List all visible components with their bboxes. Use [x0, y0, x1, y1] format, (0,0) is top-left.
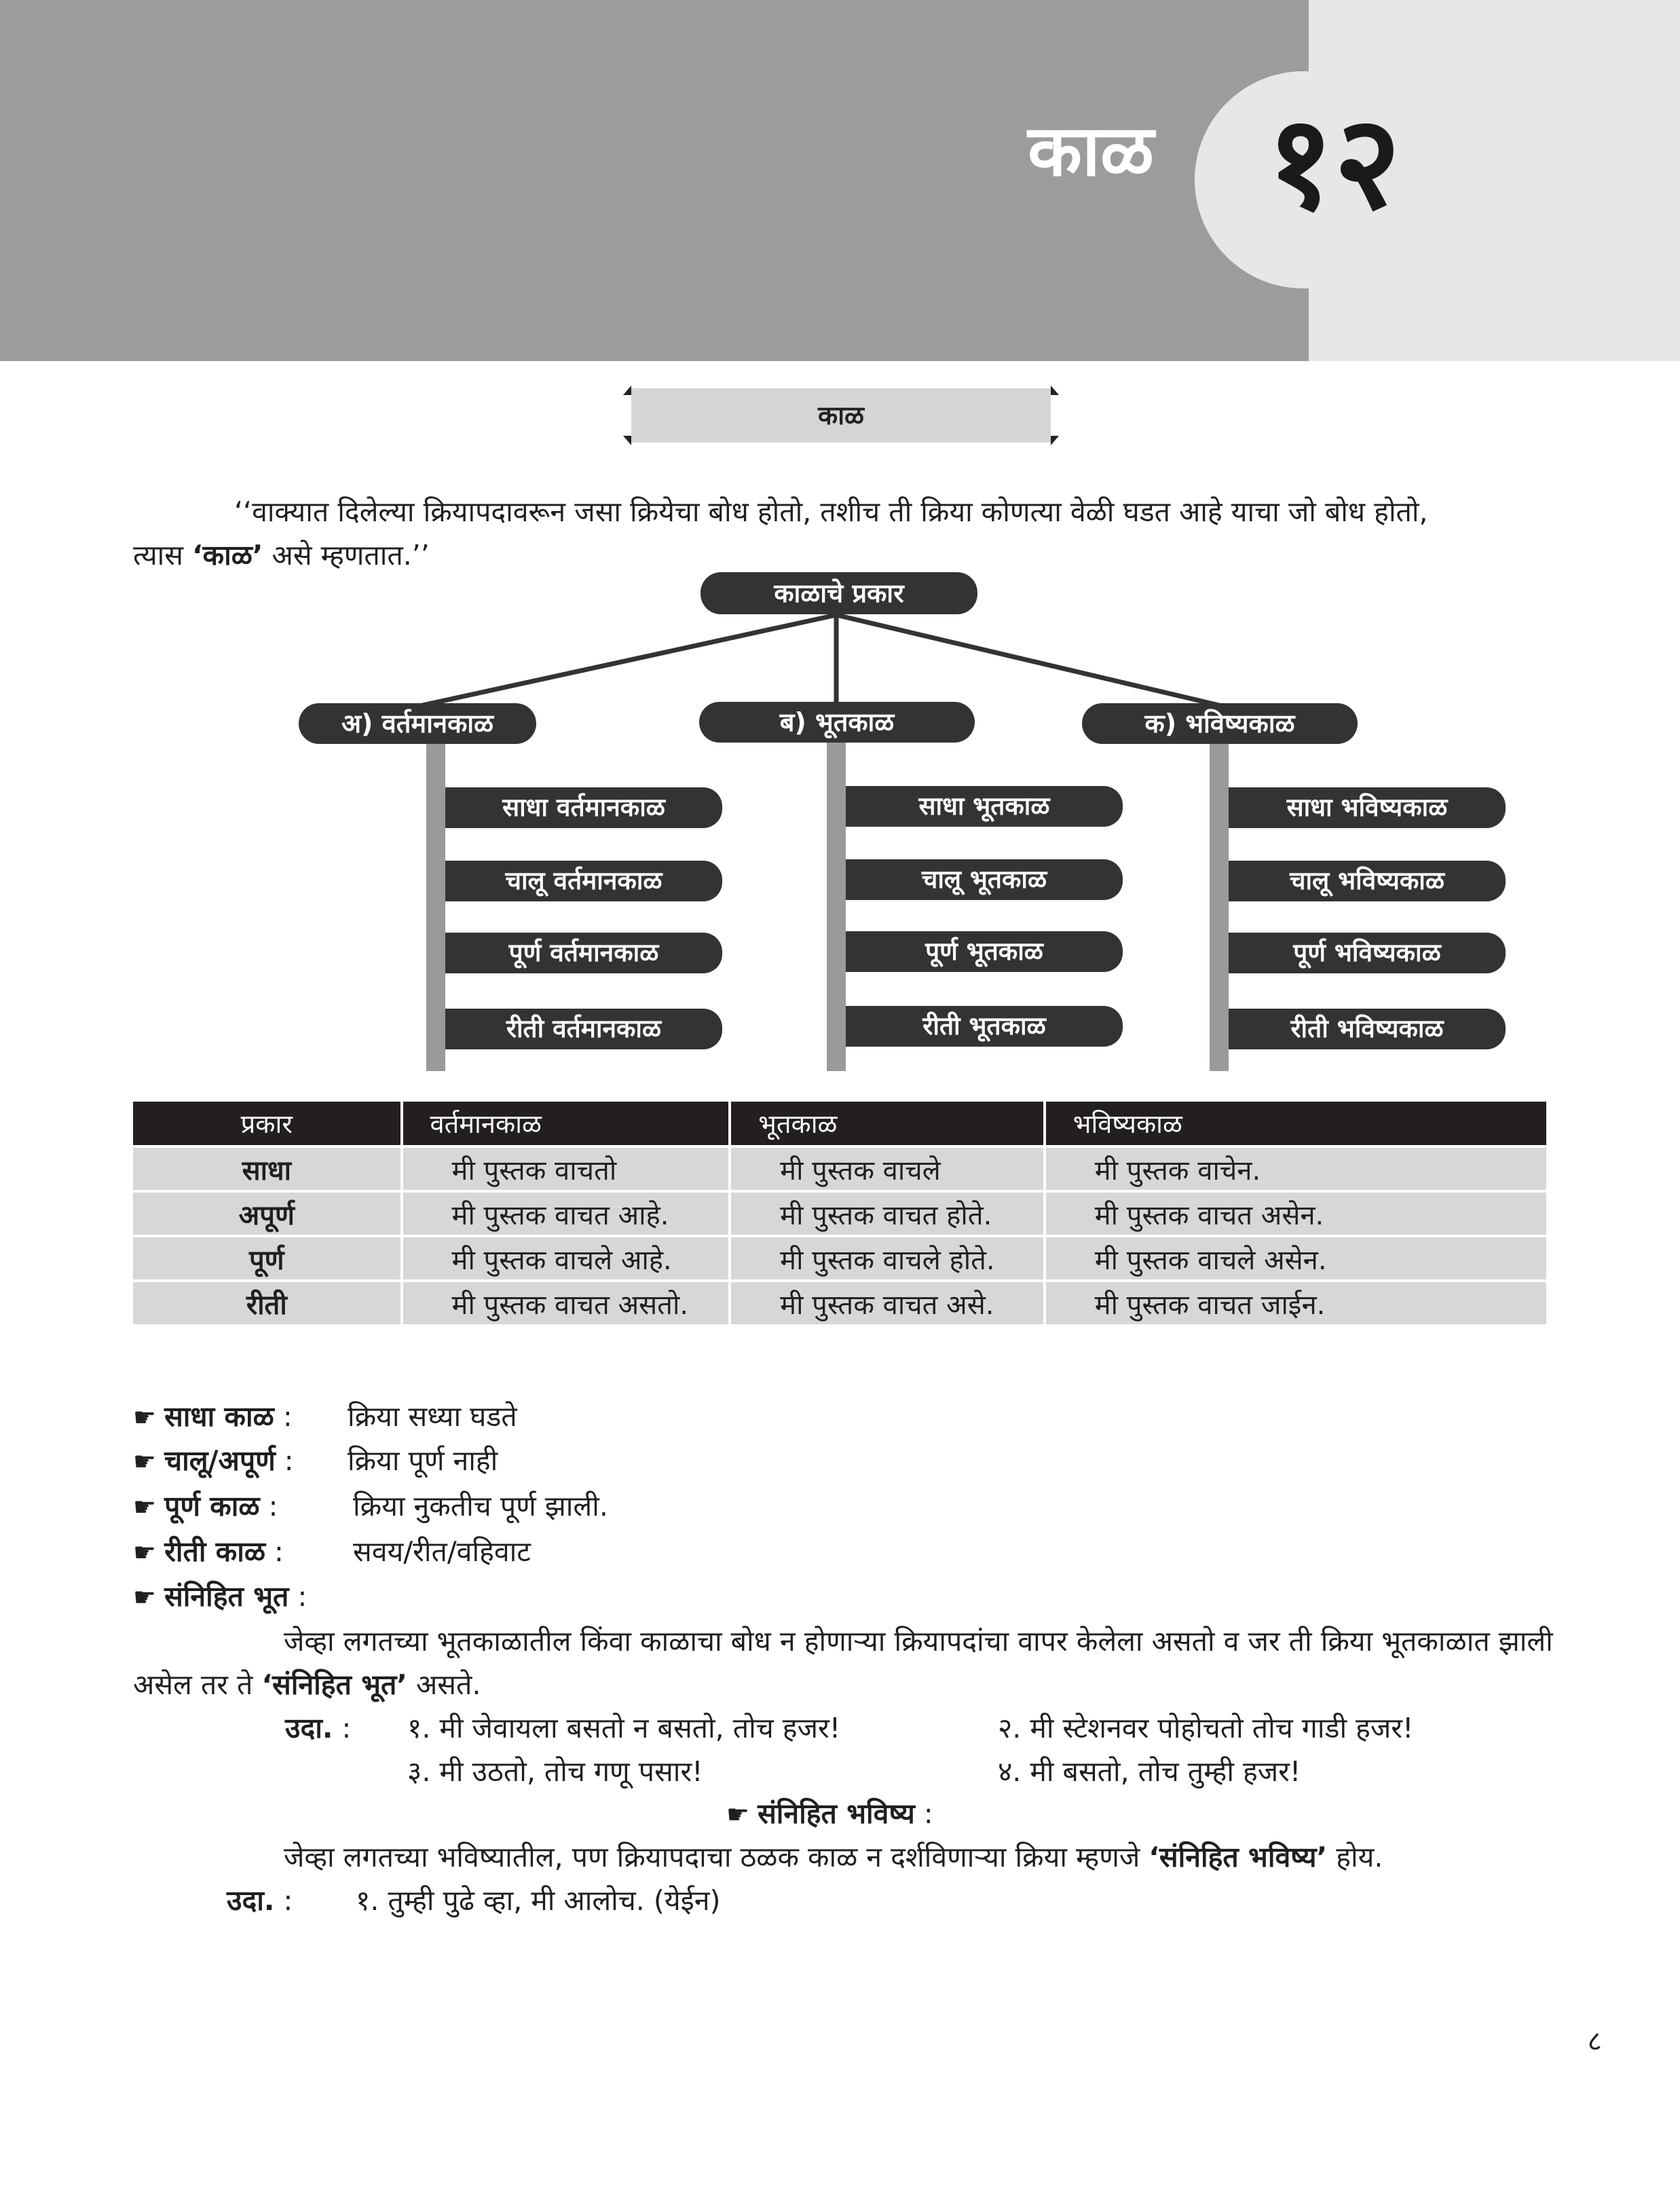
table-row [133, 1146, 1548, 1191]
branch-past: ब) भूतकाळ [699, 702, 975, 743]
connector-line [836, 615, 1222, 706]
table-row-label: अपूर्ण [133, 1191, 402, 1236]
sannihit-bhoot-para-1: जेव्हा लगतच्या भूतकाळातील किंवा काळाचा बोध न होणाऱ्या क्रियापदांचा वापर केलेला असतो व जर ती क्रिया भूतकाळात झाली [284, 1625, 1553, 1658]
item-perfect-past: पूर्ण भूतकाळ [846, 931, 1123, 972]
definition-text: त्यास [133, 539, 193, 572]
item-continuous-future: चालू भविष्यकाळ [1229, 861, 1506, 901]
sannihit-bhoot-heading [133, 1575, 307, 1619]
table-cell: मी पुस्तक वाचले होते. [730, 1236, 1045, 1281]
pointing-hand-icon: ☛ [133, 1446, 157, 1476]
definition-term: ‘काळ’ [192, 539, 263, 572]
note-separator: : [259, 1490, 278, 1522]
note-desc: क्रिया पूर्ण नाही [348, 1444, 498, 1477]
chapter-number: १२ [1267, 88, 1401, 238]
table-header: भविष्यकाळ [1045, 1102, 1548, 1146]
note-separator: : [265, 1535, 284, 1568]
page-number: ८ [1587, 2025, 1602, 2057]
example-label [227, 1879, 293, 1922]
note-term: रीती काळ [164, 1535, 265, 1568]
pointing-hand-icon: ☛ [726, 1799, 750, 1829]
example-label-text: उदा. [285, 1712, 333, 1744]
sannihit-bhavishya-heading [726, 1792, 933, 1836]
table-row [133, 1281, 1548, 1324]
table-row-label: साधा [133, 1146, 402, 1191]
example-item: १. तुम्ही पुढे व्हा, मी आलोच. (येईन) [356, 1884, 721, 1917]
example-item: १. मी जेवायला बसतो न बसतो, तोच हजर! [407, 1712, 841, 1744]
table-row [133, 1191, 1548, 1236]
table-cell: मी पुस्तक वाचत जाईन. [1045, 1281, 1548, 1324]
branch-future: क) भविष्यकाळ [1082, 703, 1358, 744]
table-row-label: पूर्ण [133, 1236, 402, 1281]
table-row-label: रीती [133, 1281, 402, 1324]
note-perfect [133, 1484, 278, 1529]
item-habitual-future: रीती भविष्यकाळ [1229, 1009, 1506, 1049]
heading-separator: : [288, 1580, 307, 1613]
note-desc: क्रिया नुकतीच पूर्ण झाली. [353, 1490, 608, 1522]
table-cell: मी पुस्तक वाचले आहे. [402, 1236, 730, 1281]
note-desc: क्रिया सध्या घडते [348, 1400, 517, 1433]
para-term: ‘संनिहित भविष्य’ [1149, 1841, 1328, 1873]
example-label-text: उदा. [227, 1884, 275, 1917]
item-simple-past: साधा भूतकाळ [846, 786, 1123, 827]
pointing-hand-icon: ☛ [133, 1402, 157, 1432]
note-simple [133, 1395, 293, 1439]
chapter-title: काळ [1028, 109, 1154, 192]
item-simple-future: साधा भविष्यकाळ [1229, 787, 1506, 828]
item-perfect-present: पूर्ण वर्तमानकाळ [445, 933, 722, 973]
definition-line-1: ‘‘वाक्यात दिलेल्या क्रियापदावरून जसा क्रियेचा बोध होतो, तशीच ती क्रिया कोणत्या वेळी घडत आहे याचा जो बोध होतो, [234, 495, 1428, 528]
note-continuous [133, 1439, 294, 1483]
heading-text: संनिहित भूत [164, 1580, 289, 1613]
example-item: ३. मी उठतो, तोच गणू पसार! [407, 1755, 703, 1788]
item-habitual-past: रीती भूतकाळ [846, 1006, 1123, 1047]
sannihit-bhoot-para-2 [133, 1663, 481, 1706]
note-habitual [133, 1530, 284, 1574]
table-header: प्रकार [133, 1102, 402, 1146]
table-row [133, 1236, 1548, 1281]
table-cell: मी पुस्तक वाचले [730, 1146, 1045, 1191]
note-separator: : [274, 1400, 293, 1433]
diagram-root: काळाचे प्रकार [701, 572, 977, 614]
branch-present: अ) वर्तमानकाळ [299, 703, 536, 744]
item-perfect-future: पूर्ण भविष्यकाळ [1229, 933, 1506, 973]
para-text: असते. [407, 1668, 481, 1701]
example-separator: : [333, 1712, 352, 1744]
table-cell: मी पुस्तक वाचेन. [1045, 1146, 1548, 1191]
pointing-hand-icon: ☛ [133, 1537, 157, 1567]
item-continuous-present: चालू वर्तमानकाळ [445, 861, 722, 901]
connector-line [419, 615, 836, 706]
heading-separator: : [914, 1797, 933, 1830]
branch-rail-future [1210, 744, 1229, 1071]
para-text: जेव्हा लगतच्या भविष्यातील, पण क्रियापदाचा ठळक काळ न दर्शविणाऱ्या क्रिया म्हणजे [284, 1841, 1149, 1873]
definition-text: असे म्हणतात.’’ [263, 539, 430, 572]
note-desc: सवय/रीत/वहिवाट [353, 1535, 531, 1568]
item-continuous-past: चालू भूतकाळ [846, 859, 1123, 900]
pointing-hand-icon: ☛ [133, 1582, 157, 1612]
table-cell: मी पुस्तक वाचत होते. [730, 1191, 1045, 1236]
branch-rail-present [426, 744, 445, 1071]
table-cell: मी पुस्तक वाचत असे. [730, 1281, 1045, 1324]
table-cell: मी पुस्तक वाचतो [402, 1146, 730, 1191]
example-item: ४. मी बसतो, तोच तुम्ही हजर! [998, 1755, 1301, 1788]
note-term: चालू/अपूर्ण [164, 1444, 276, 1477]
table-header: भूतकाळ [730, 1102, 1045, 1146]
table-header: वर्तमानकाळ [402, 1102, 730, 1146]
item-habitual-present: रीती वर्तमानकाळ [445, 1009, 722, 1049]
sannihit-bhavishya-para [284, 1835, 1383, 1879]
pointing-hand-icon: ☛ [133, 1492, 157, 1522]
item-simple-present: साधा वर्तमानकाळ [445, 787, 722, 828]
table-cell: मी पुस्तक वाचत असेन. [1045, 1191, 1548, 1236]
para-text: होय. [1327, 1841, 1383, 1873]
table-cell: मी पुस्तक वाचत आहे. [402, 1191, 730, 1236]
table-cell: मी पुस्तक वाचत असतो. [402, 1281, 730, 1324]
table-cell: मी पुस्तक वाचले असेन. [1045, 1236, 1548, 1281]
example-separator: : [274, 1884, 293, 1917]
section-heading: काळ [818, 400, 864, 430]
para-term: ‘संनिहित भूत’ [261, 1668, 407, 1701]
example-item: २. मी स्टेशनवर पोहोचतो तोच गाडी हजर! [998, 1712, 1414, 1744]
branch-rail-past [827, 743, 846, 1071]
table-header-row [133, 1102, 1548, 1146]
note-separator: : [275, 1444, 294, 1477]
example-label [285, 1706, 351, 1750]
note-term: साधा काळ [164, 1400, 274, 1433]
note-term: पूर्ण काळ [164, 1490, 260, 1522]
para-text: असेल तर ते [133, 1668, 262, 1701]
heading-text: संनिहित भविष्य [758, 1797, 915, 1830]
tense-table [133, 1102, 1549, 1324]
